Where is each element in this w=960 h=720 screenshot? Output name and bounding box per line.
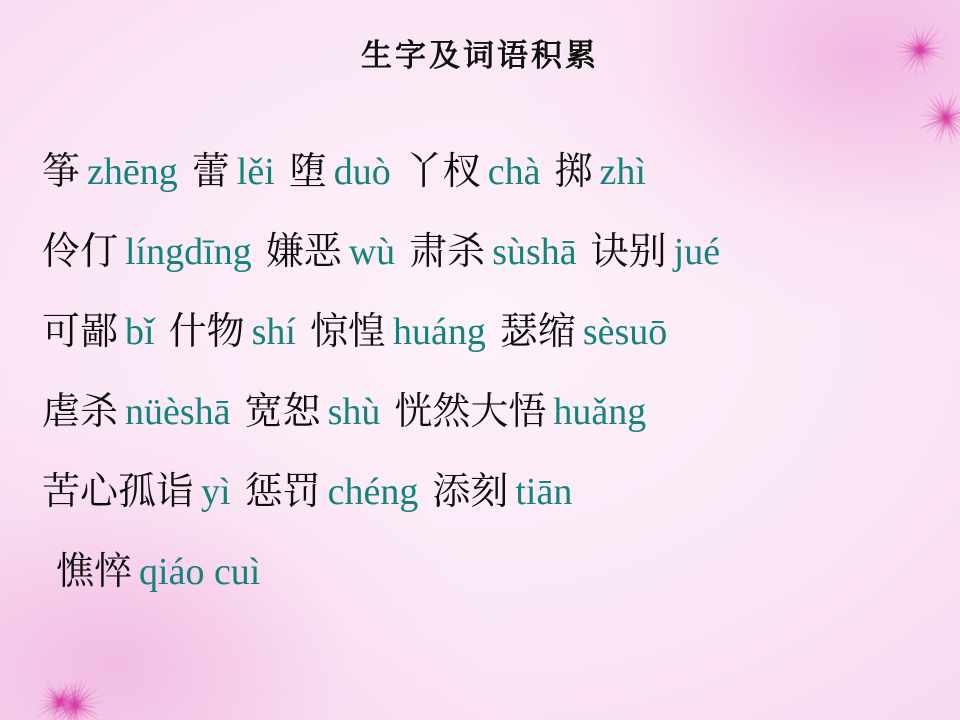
flower-burst-bottom-left-icon — [0, 612, 150, 720]
hanzi-text: 宽恕 — [244, 389, 321, 433]
pinyin-text: sùshā — [492, 231, 577, 273]
hanzi-text: 嫌恶 — [265, 229, 342, 273]
pinyin-text: jué — [673, 231, 721, 273]
pinyin-text: yì — [201, 471, 231, 513]
pinyin-text: huáng — [392, 311, 486, 353]
hanzi-text: 筝 — [42, 149, 81, 193]
vocabulary-line-4 — [42, 372, 932, 452]
pinyin-text: qiáo cuì — [139, 551, 261, 593]
hanzi-text: 憔悴 — [56, 549, 133, 593]
pinyin-text: lěi — [236, 151, 275, 193]
flower-burst-bottom-left-small-icon — [10, 640, 140, 720]
hanzi-text: 伶仃 — [42, 229, 119, 273]
hanzi-text: 瑟缩 — [499, 309, 576, 353]
pinyin-text: duò — [333, 151, 391, 193]
pinyin-text: sèsuō — [582, 311, 668, 353]
vocabulary-line-3 — [42, 292, 932, 372]
hanzi-text: 丫杈 — [404, 149, 481, 193]
vocabulary-line-2 — [42, 212, 932, 292]
vocabulary-line-5 — [42, 452, 932, 532]
pinyin-text: chéng — [327, 471, 419, 513]
pinyin-text: zhēng — [87, 151, 178, 193]
vocabulary-line-6 — [42, 532, 932, 612]
hanzi-text: 可鄙 — [42, 309, 119, 353]
hanzi-text: 什物 — [168, 309, 245, 353]
hanzi-text: 堕 — [288, 149, 327, 193]
hanzi-text: 恍然大悟 — [394, 389, 547, 433]
vocabulary-line-1 — [42, 132, 932, 212]
hanzi-text: 苦心孤诣 — [42, 469, 195, 513]
pinyin-text: nüèshā — [125, 391, 231, 433]
pinyin-text: língdīng — [125, 231, 252, 273]
hanzi-text: 虐杀 — [42, 389, 119, 433]
pinyin-text: shù — [327, 391, 381, 433]
hanzi-text: 诀别 — [590, 229, 667, 273]
hanzi-text: 掷 — [554, 149, 593, 193]
pinyin-text: wù — [348, 231, 396, 273]
pinyin-text: chà — [487, 151, 541, 193]
pinyin-text: tiān — [515, 471, 573, 513]
pinyin-text: huǎng — [553, 391, 647, 433]
hanzi-text: 惊惶 — [309, 309, 386, 353]
hanzi-text: 添刻 — [432, 469, 509, 513]
vocabulary-list — [42, 132, 932, 612]
hanzi-text: 惩罚 — [244, 469, 321, 513]
pinyin-text: bǐ — [125, 311, 155, 353]
pinyin-text: shí — [251, 311, 296, 353]
page-title: 生字及词语积累 — [361, 38, 599, 74]
hanzi-text: 蕾 — [191, 149, 230, 193]
hanzi-text: 肃杀 — [409, 229, 486, 273]
pinyin-text: zhì — [599, 151, 646, 193]
